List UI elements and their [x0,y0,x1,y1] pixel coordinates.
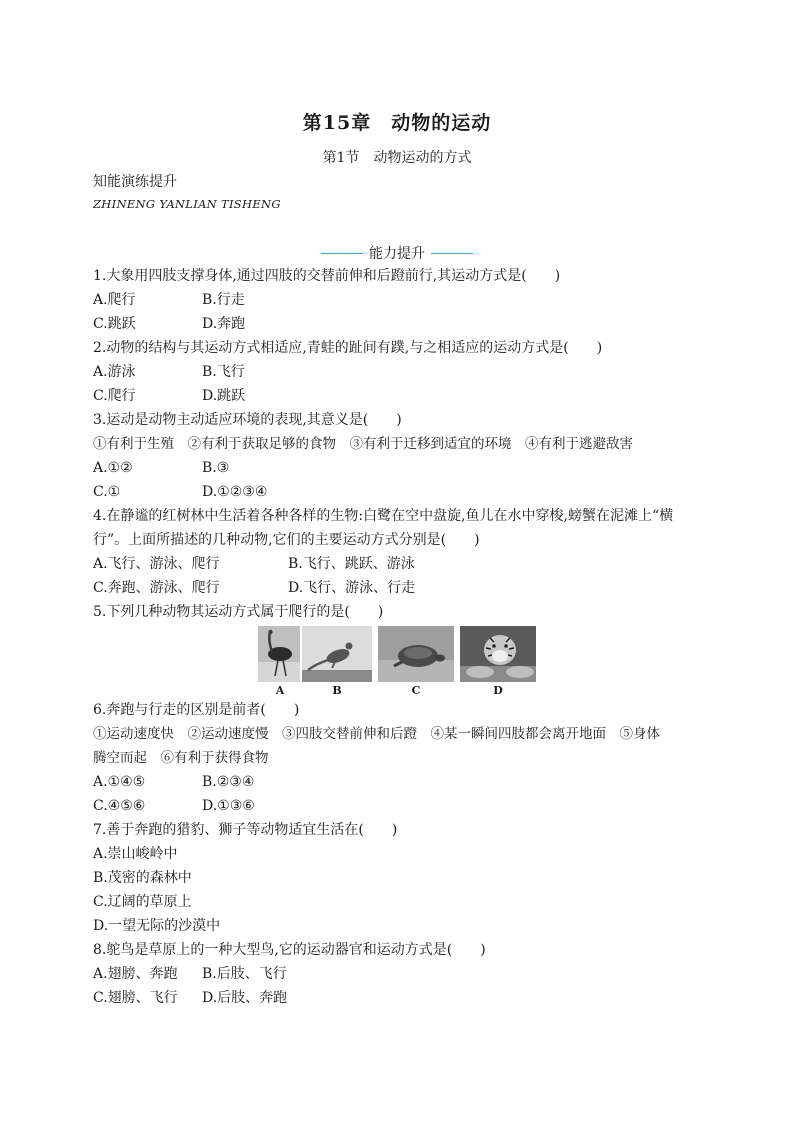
question-4-option-b: B.飞行、跳跃、游泳 [288,556,415,572]
figure-label-a: A [275,684,285,697]
question-4-stem-continued: 行”。上面所描述的几种动物,它们的主要运动方式分别是( ) [93,532,480,548]
chapter-title: 第15章 动物的运动 [302,112,492,134]
figure-label-b: B [332,684,342,697]
question-2-option-d: D.跳跃 [202,388,246,404]
question-6-option-b: B.②③④ [202,774,255,790]
question-3-stem: 3.运动是动物主动适应环境的表现,其意义是( ) [93,412,402,428]
ostrich-photo [258,626,300,682]
tiger-photo [460,626,536,682]
question-6-statements: ①运动速度快 ②运动速度慢 ③四肢交替前伸和后蹬 ④某一瞬间四肢都会离开地面 ⑤身体 [93,726,660,742]
question-4-option-c: C.奔跑、游泳、爬行 [93,580,220,596]
question-6-option-a: A.①④⑤ [93,774,146,790]
question-6-statements-continued: 腾空而起 ⑥有利于获得食物 [93,750,269,766]
turtle-photo [378,626,454,682]
series-name: 知能演练提升 [93,174,177,190]
question-4-option-d: D.飞行、游泳、行走 [288,580,416,596]
band-rule-right [431,253,473,254]
question-4-stem: 4.在静谧的红树林中生活着各种各样的生物:白鹭在空中盘旋,鱼儿在水中穿梭,螃蟹在泥滩上“横 [93,508,674,524]
question-4-option-a: A.飞行、游泳、爬行 [93,556,220,572]
band-label: 能力提升 [369,246,425,262]
question-1-stem: 1.大象用四肢支撑身体,通过四肢的交替前伸和后蹬前行,其运动方式是( ) [93,268,561,284]
band-rule-left [321,253,363,254]
question-7-option-d: D.一望无际的沙漠中 [93,918,221,934]
question-6-option-d: D.①③⑥ [202,798,255,814]
figure-label-c: C [411,684,421,697]
question-7-option-c: C.辽阔的草原上 [93,894,192,910]
question-2-stem: 2.动物的结构与其运动方式相适应,青蛙的趾间有蹼,与之相适应的运动方式是( ) [93,340,603,356]
question-8-option-b: B.后肢、飞行 [202,966,287,982]
question-3-option-b: B.③ [202,460,230,476]
question-1-option-a: A.爬行 [93,292,136,308]
question-3-option-d: D.①②③④ [202,484,268,500]
question-8-option-c: C.翅膀、飞行 [93,990,178,1006]
question-3-option-c: C.① [93,484,121,500]
question-1-option-b: B.行走 [202,292,245,308]
question-6-stem: 6.奔跑与行走的区别是前者( ) [93,702,300,718]
question-6-option-c: C.④⑤⑥ [93,798,146,814]
section-title: 第1节 动物运动的方式 [322,150,472,166]
question-8-stem: 8.鸵鸟是草原上的一种大型鸟,它的运动器官和运动方式是( ) [93,942,486,958]
question-3-option-a: A.①② [93,460,133,476]
figure-label-d: D [493,684,503,697]
question-2-option-b: B.飞行 [202,364,245,380]
question-7-option-b: B.茂密的森林中 [93,870,192,886]
question-5-stem: 5.下列几种动物其运动方式属于爬行的是( ) [93,604,384,620]
question-5-figures [258,626,538,698]
question-1-option-d: D.奔跑 [202,316,246,332]
question-7-stem: 7.善于奔跑的猎豹、狮子等动物适宜生活在( ) [93,822,398,838]
kangaroo-photo [302,626,372,682]
series-pinyin: ZHINENG YANLIAN TISHENG [93,197,281,211]
question-2-option-a: A.游泳 [93,364,136,380]
question-1-option-c: C.跳跃 [93,316,136,332]
question-8-option-d: D.后肢、奔跑 [202,990,288,1006]
question-7-option-a: A.崇山峻岭中 [93,846,178,862]
question-3-statements: ①有利于生殖 ②有利于获取足够的食物 ③有利于迁移到适宜的环境 ④有利于逃避敌害 [93,436,633,452]
question-2-option-c: C.爬行 [93,388,136,404]
question-8-option-a: A.翅膀、奔跑 [93,966,178,982]
section-band [0,243,794,263]
